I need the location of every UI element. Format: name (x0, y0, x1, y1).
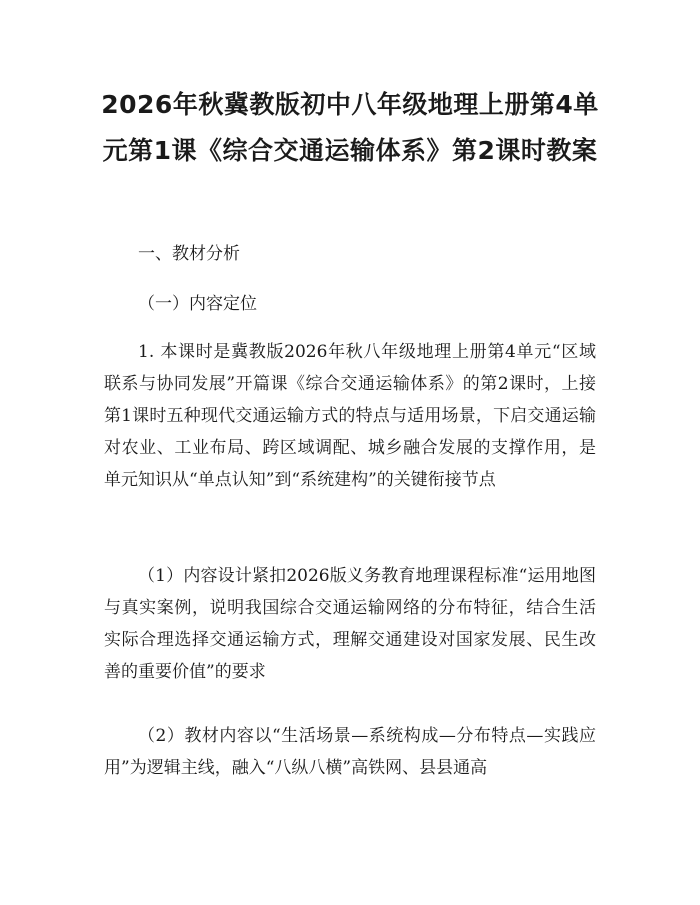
paragraph-3: （2）教材内容以“生活场景—系统构成—分布特点—实践应用”为逻辑主线，融入“八纵八横”高铁网、县县通高 (104, 726, 596, 778)
section-heading: 一、教材分析 (138, 244, 240, 264)
subsection-heading: （一）内容定位 (138, 294, 257, 314)
paragraph-1: 1. 本课时是冀教版2026年秋八年级地理上册第4单元“区域联系与协同发展”开篇课《综合交通运输体系》的第2课时，上接第1课时五种现代交通运输方式的特点与适用场景，下启交通运输对农业、工业布局、跨区域调配、城乡融合发展的支撑作用，是单元知识从“单点认知”到“系统建构”的关键衔接节点 (104, 342, 596, 490)
paragraph-2: （1）内容设计紧扣2026版义务教育地理课程标准“运用地图与真实案例，说明我国综合交通运输网络的分布特征，结合生活实际合理选择交通运输方式，理解交通建设对国家发展、民生改善的重要价值”的要求 (104, 566, 596, 682)
document-title: 2026年秋冀教版初中八年级地理上册第4单元第1课《综合交通运输体系》第2课时教案 (101, 90, 599, 165)
